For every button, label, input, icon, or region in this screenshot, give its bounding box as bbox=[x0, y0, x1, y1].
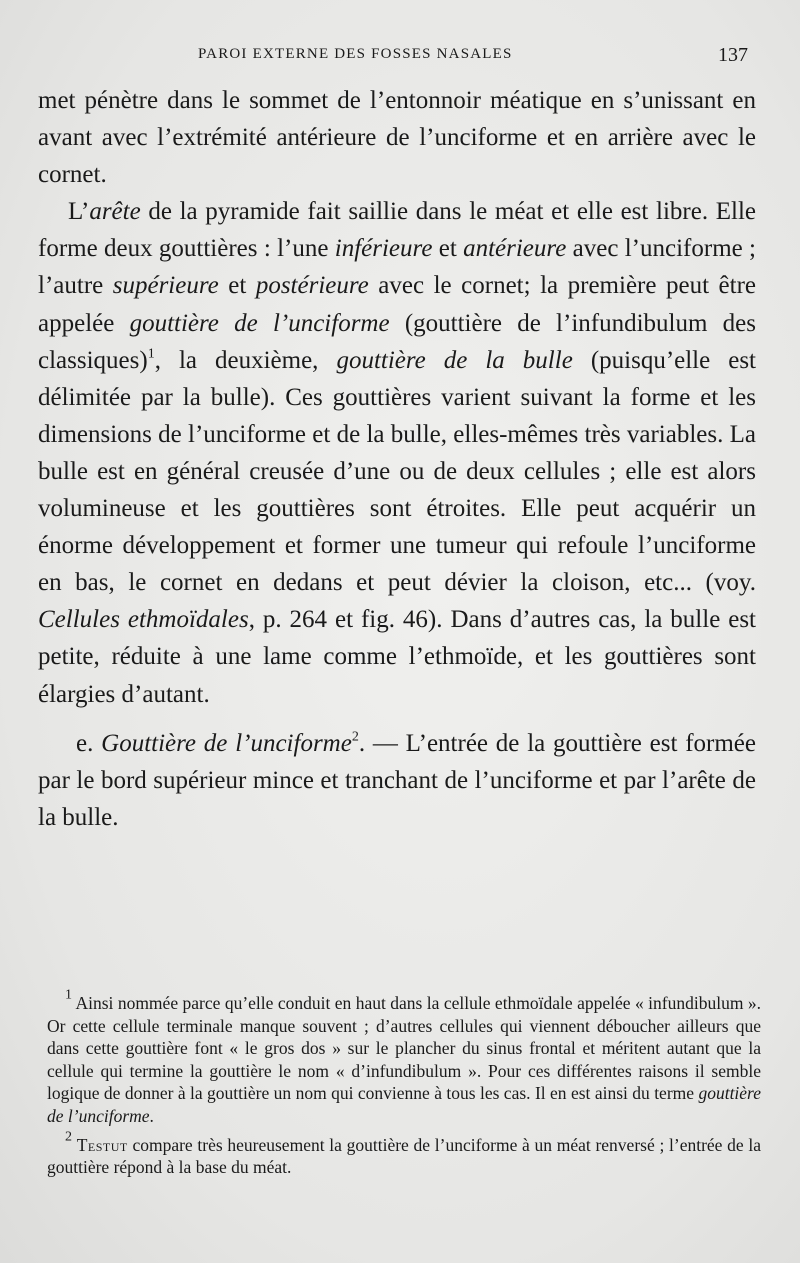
italic-term: antérieure bbox=[463, 235, 567, 263]
italic-term: gouttière de l’unciforme bbox=[47, 1083, 761, 1126]
text-span: , la deuxième, bbox=[154, 346, 337, 374]
italic-reference: Cellules ethmoïdales bbox=[38, 606, 249, 634]
section-heading: Gouttière de l’unciforme bbox=[101, 729, 352, 757]
footnote-2 bbox=[47, 1129, 762, 1179]
page-number: 137 bbox=[718, 44, 748, 66]
text-span: compare très heureusement la gouttière de l’unciforme à un méat renversé ; l’entrée de la gouttière répond à la base du méat. bbox=[47, 1134, 762, 1178]
italic-term: gouttière de l’unciforme bbox=[129, 309, 390, 337]
footnote-1 bbox=[47, 987, 761, 1128]
running-head bbox=[0, 46, 800, 70]
paragraph-arete bbox=[38, 193, 756, 712]
paragraph-continued: met pénètre dans le sommet de l’entonnoir méatique en s’unissant en avant avec l’extrémité antérieure de l’unciforme et en arrière avec le cornet. bbox=[38, 87, 756, 189]
footnote-ref-2[interactable]: 2 bbox=[351, 729, 359, 745]
italic-term: postérieure bbox=[255, 272, 369, 300]
text-span: avec l’unciforme ; l’autre bbox=[38, 235, 756, 300]
text-span: . bbox=[149, 1105, 154, 1126]
text-span: L’ bbox=[68, 198, 90, 226]
section-gouttiere-unciforme bbox=[38, 725, 756, 836]
footnotes bbox=[47, 987, 762, 1179]
footnote-mark-1: 1 bbox=[65, 987, 72, 1003]
text-span: . — L’entrée de la gouttière est formée par le bord supérieur mince et tranchant de l’unciforme et par l’arête de la bulle. bbox=[38, 729, 756, 831]
italic-term: supérieure bbox=[112, 272, 219, 300]
text-span: (gouttière de l’infundibulum des classiques) bbox=[38, 309, 756, 374]
italic-term: inférieure bbox=[334, 235, 433, 263]
main-text bbox=[38, 82, 756, 836]
italic-term: gouttière de la bulle bbox=[336, 346, 573, 374]
running-title: PAROI EXTERNE DES FOSSES NASALES bbox=[198, 46, 513, 62]
italic-term: arête bbox=[89, 198, 141, 226]
text-span: de la pyramide fait saillie dans le méat et elle est libre. Elle forme deux gouttières : l’une bbox=[38, 198, 756, 263]
text-span: (puisqu’elle est délimitée par la bulle). Ces gouttières varient suivant la forme et les dimensions de l’unciforme et de la bulle, elles-mêmes très variables. La bulle est en général creusée d’une ou de deux cellules ; elle est alors volumineuse et les gouttières sont étroites. Elle peut acquérir un énorme développement et former une tumeur qui refoule l’unciforme en bas, le cornet en dedans et peut dévier la cloison, etc... (voy. bbox=[38, 346, 756, 597]
section-letter: e. bbox=[76, 729, 102, 757]
text-span: Ainsi nommée parce qu’elle conduit en haut dans la cellule ethmoïdale appelée « infundibulum ». Or cette cellule terminale manque souvent ; d’autres cellules qui viennent déboucher ailleurs que dans cette gouttière font « le gros dos » sur le plancher du sinus frontal et méritent autant que la cellule qui termine la gouttière le nom « d’infundibulum ». Pour ces différentes raisons il semble logique de donner à la gouttière un nom qui convienne à tous les cas. Il en est ainsi du terme bbox=[47, 993, 761, 1104]
author-name: Testut bbox=[76, 1134, 128, 1155]
footnote-ref-1[interactable]: 1 bbox=[147, 346, 155, 362]
text-span: avec le cornet; la première peut être appelée bbox=[38, 272, 756, 337]
footnote-mark-2: 2 bbox=[65, 1129, 72, 1145]
text-span: , p. 264 et fig. 46). Dans d’autres cas, la bulle est petite, réduite à une lame comme l’ethmoïde, et les gouttières sont élargies d’autant. bbox=[38, 606, 756, 708]
text-span: et bbox=[218, 272, 256, 300]
text-span: et bbox=[432, 235, 464, 263]
